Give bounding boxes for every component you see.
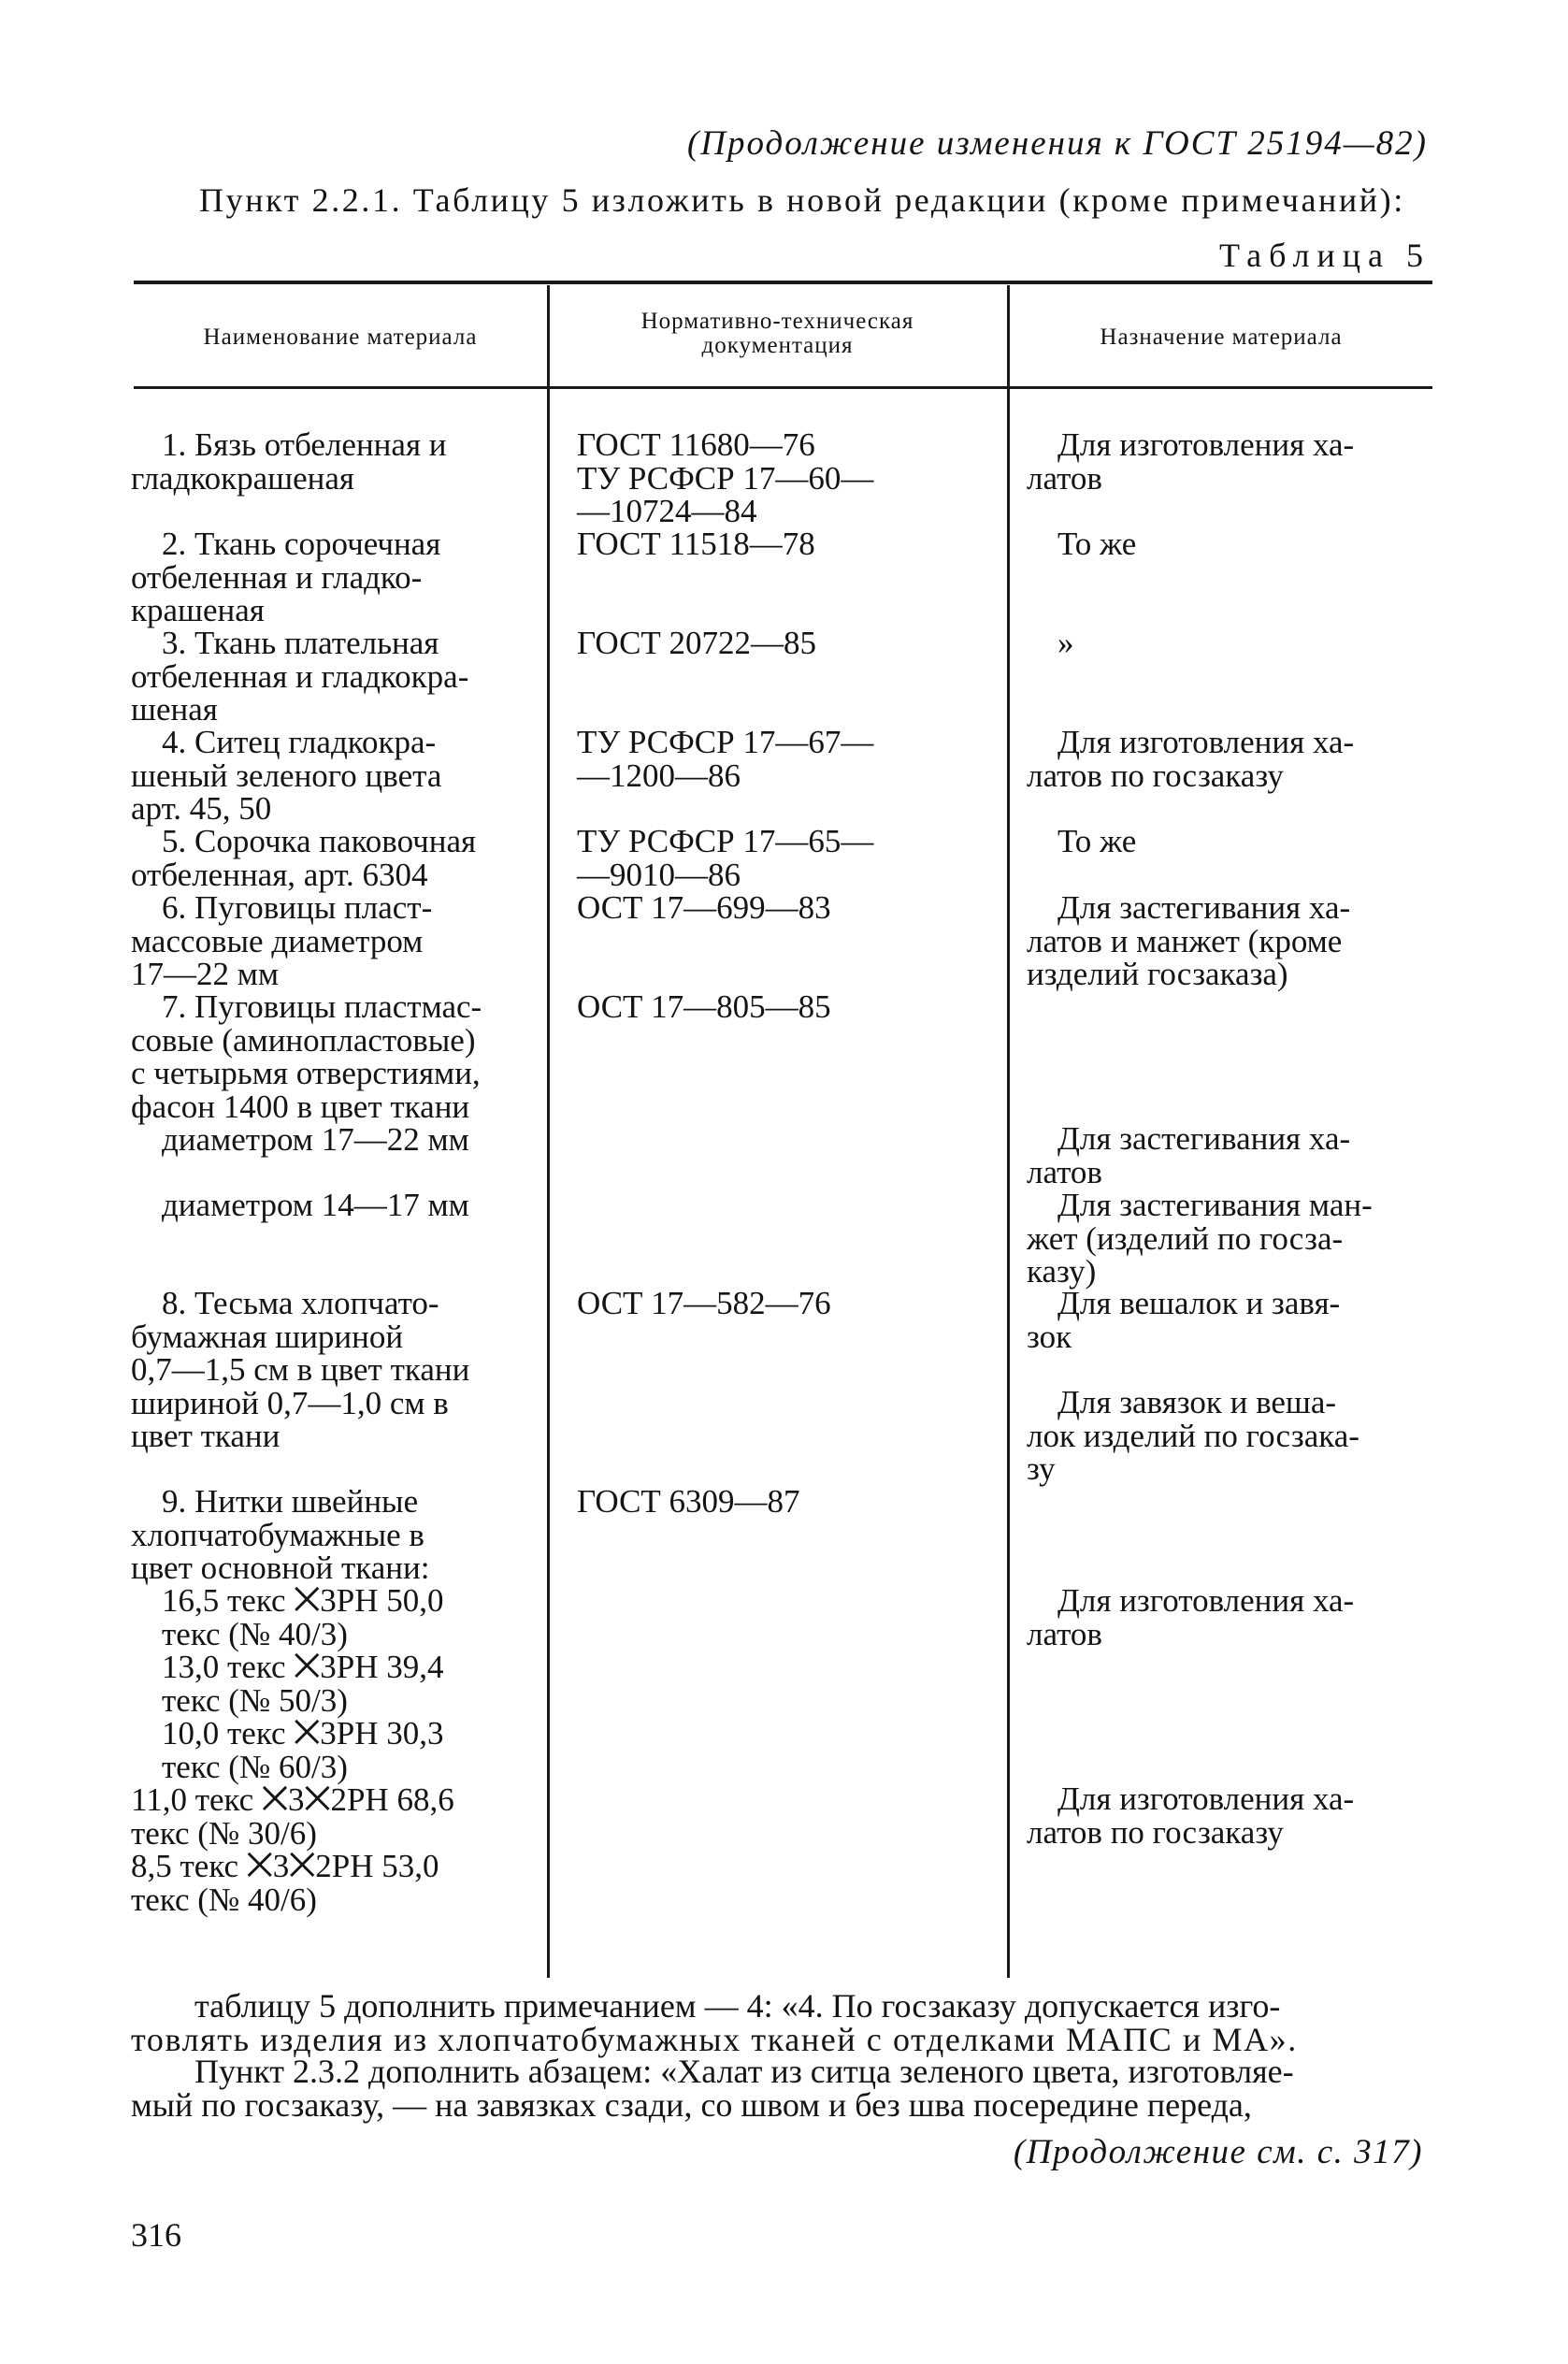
name-line: гладкокрашеная <box>131 459 355 497</box>
continuation-header: (Продолжение изменения к ГОСТ 25194—82) <box>686 124 1428 163</box>
column-divider-1 <box>547 285 550 1978</box>
name-row-9 <box>131 1485 525 1585</box>
name-line: 9. Нитки швейные <box>162 1483 419 1520</box>
purpose-3: » <box>1057 625 1074 661</box>
name-line: 2. Ткань сорочечная <box>162 526 441 562</box>
name-line: 0,7—1,5 см в цвет ткани <box>131 1351 470 1388</box>
note-paragraph <box>131 1989 1431 2056</box>
doc-line: ГОСТ 11680—76 <box>577 426 815 463</box>
column-divider-2 <box>1007 285 1010 1978</box>
name-line: 6. Пуговицы пласт- <box>162 889 433 926</box>
doc-row-4 <box>577 726 873 792</box>
doc-line: —9010—86 <box>577 856 741 893</box>
name-row-6 <box>131 891 525 991</box>
continuation-footer: (Продолжение см. с. 317) <box>1013 2133 1423 2171</box>
doc-row-3: ГОСТ 20722—85 <box>577 625 817 661</box>
purpose-line: зу <box>1027 1450 1056 1487</box>
name-line: 11,0 текс ⨉3⨉2РН 68,6 <box>131 1781 454 1818</box>
name-line: массовые диаметром <box>131 922 424 959</box>
purpose-line: казу) <box>1027 1253 1097 1290</box>
table-label: Таблица 5 <box>1219 237 1431 274</box>
purpose-line: латов <box>1027 459 1102 497</box>
purpose-1 <box>1027 428 1431 495</box>
purpose-8 <box>1027 1189 1431 1289</box>
purpose-line: Для изготовления ха- <box>1057 1582 1355 1619</box>
page-number: 316 <box>131 2216 181 2254</box>
name-line: 1. Бязь отбеленная и <box>162 426 447 463</box>
name-row-5 <box>131 825 525 891</box>
purpose-line: Для вешалок и завя- <box>1057 1285 1341 1321</box>
purpose-6 <box>1027 891 1431 991</box>
name-line: арт. 45, 50 <box>131 790 272 827</box>
amendment-line: мый по госзаказу, — на завязках сзади, со швом и без шва посередине переда, <box>131 2086 1252 2124</box>
purpose-line: Для изготовления ха- <box>1057 426 1355 463</box>
name-line: 10,0 текс ⨉3РН 30,3 <box>162 1715 444 1751</box>
purpose-10 <box>1027 1386 1431 1486</box>
name-row-7 <box>131 990 525 1157</box>
purpose-line: Для изготовления ха- <box>1057 724 1355 760</box>
doc-line: ТУ РСФСР 17—67— <box>577 724 874 760</box>
header-docs <box>550 310 1005 358</box>
doc-row-9: ГОСТ 6309—87 <box>577 1483 800 1520</box>
name-line: 17—22 мм <box>131 956 280 992</box>
name-line: 5. Сорочка паковочная <box>162 823 477 859</box>
name-line: фасон 1400 в цвет ткани <box>131 1088 470 1125</box>
name-line: текс (№ 40/3) <box>162 1615 348 1652</box>
purpose-line: Для изготовления ха- <box>1057 1780 1355 1817</box>
name-line: текс (№ 30/6) <box>131 1814 317 1852</box>
purpose-5: То же <box>1057 823 1137 859</box>
table-top-rule <box>134 281 1432 284</box>
doc-row-7: ОСТ 17—805—85 <box>577 988 831 1025</box>
name-line: шеная <box>131 691 218 728</box>
purpose-line: Для застегивания ха- <box>1057 1120 1351 1157</box>
name-row-2 <box>131 527 525 627</box>
name-line: шеный зеленого цвета <box>131 757 442 794</box>
intro-text: Пункт 2.2.1. Таблицу 5 изложить в новой редакции (кроме примечаний): <box>199 181 1405 219</box>
name-line: текс (№ 50/3) <box>162 1681 348 1719</box>
purpose-line: жет (изделий по госза- <box>1027 1219 1344 1257</box>
doc-line: ТУ РСФСР 17—65— <box>577 823 874 859</box>
table-header-rule <box>134 386 1432 389</box>
doc-row-6: ОСТ 17—699—83 <box>577 889 831 926</box>
purpose-line: латов и манжет (кроме <box>1027 922 1343 959</box>
purpose-2: То же <box>1057 526 1137 562</box>
note-line: товлять изделия из хлопчатобумажных тканей с отделками МАПС и МА». <box>131 2021 1298 2058</box>
name-line: 7. Пуговицы пластмас- <box>162 988 482 1025</box>
header-purpose: Назначение материала <box>1100 324 1343 350</box>
name-line: диаметром 17—22 мм <box>162 1121 469 1158</box>
purpose-4 <box>1027 726 1431 792</box>
name-line: цвет основной ткани: <box>131 1550 430 1586</box>
doc-line: —10724—84 <box>577 493 757 529</box>
name-line: текс (№ 40/6) <box>131 1881 317 1918</box>
doc-row-5 <box>577 825 873 891</box>
name-row-7b: диаметром 14—17 мм <box>162 1187 469 1223</box>
name-line: текс (№ 60/3) <box>162 1748 348 1785</box>
name-row-4 <box>131 726 525 826</box>
purpose-9 <box>1027 1287 1431 1353</box>
purpose-line: изделий госзаказа) <box>1027 956 1288 992</box>
purpose-line: зок <box>1027 1318 1072 1355</box>
purpose-line: лок изделий по госзака- <box>1027 1417 1359 1454</box>
name-line: совые (аминопластовые) <box>131 1021 476 1059</box>
name-line: цвет ткани <box>131 1418 281 1454</box>
doc-line: ТУ РСФСР 17—60— <box>577 459 874 497</box>
name-line: хлопчатобумажные в <box>131 1516 424 1553</box>
name-row-1 <box>131 428 525 495</box>
name-line: отбеленная и гладко- <box>131 558 423 596</box>
name-line: 8,5 текс ⨉3⨉2РН 53,0 <box>131 1848 439 1884</box>
name-line: 8. Тесьма хлопчато- <box>162 1285 439 1321</box>
name-line: шириной 0,7—1,0 см в <box>131 1384 449 1421</box>
name-row-8 <box>131 1287 525 1453</box>
purpose-line: Для завязок и веша- <box>1057 1384 1337 1420</box>
purpose-line: латов по госзаказу <box>1027 1813 1284 1851</box>
purpose-line: латов <box>1027 1153 1102 1190</box>
amendment-paragraph <box>131 2054 1431 2122</box>
name-row-3 <box>131 627 525 727</box>
purpose-7 <box>1027 1122 1431 1189</box>
name-line: 4. Ситец гладкокра- <box>162 724 437 760</box>
note-line: таблицу 5 дополнить примечанием — 4: «4. По госзаказу допускается изго- <box>194 1987 1281 2025</box>
name-line: 3. Ткань плательная <box>162 625 439 661</box>
name-line: отбеленная и гладкокра- <box>131 657 469 695</box>
purpose-12 <box>1027 1782 1431 1849</box>
name-row-9-items <box>131 1584 525 1916</box>
purpose-11 <box>1027 1584 1431 1650</box>
name-line: крашеная <box>131 592 265 628</box>
name-line: с четырьмя отверстиями, <box>131 1055 481 1091</box>
doc-line: —1200—86 <box>577 757 741 794</box>
purpose-line: Для застегивания ман- <box>1057 1187 1373 1223</box>
purpose-line: Для застегивания ха- <box>1057 889 1351 926</box>
name-line: 13,0 текс ⨉3РН 39,4 <box>162 1649 444 1685</box>
doc-row-8: ОСТ 17—582—76 <box>577 1285 831 1321</box>
header-name: Наименование материала <box>203 324 478 350</box>
doc-row-1 <box>577 428 873 528</box>
purpose-line: латов по госзаказу <box>1027 757 1284 794</box>
name-line: бумажная шириной <box>131 1318 404 1355</box>
purpose-line: латов <box>1027 1615 1102 1652</box>
doc-row-2: ГОСТ 11518—78 <box>577 526 815 562</box>
name-line: отбеленная, арт. 6304 <box>131 856 428 893</box>
header-docs-text: Нормативно-техническая документация <box>640 309 914 358</box>
amendment-line: Пункт 2.3.2 дополнить абзацем: «Халат из ситца зеленого цвета, изготовляе- <box>194 2053 1294 2090</box>
name-line: 16,5 текс ⨉3РН 50,0 <box>162 1582 444 1619</box>
